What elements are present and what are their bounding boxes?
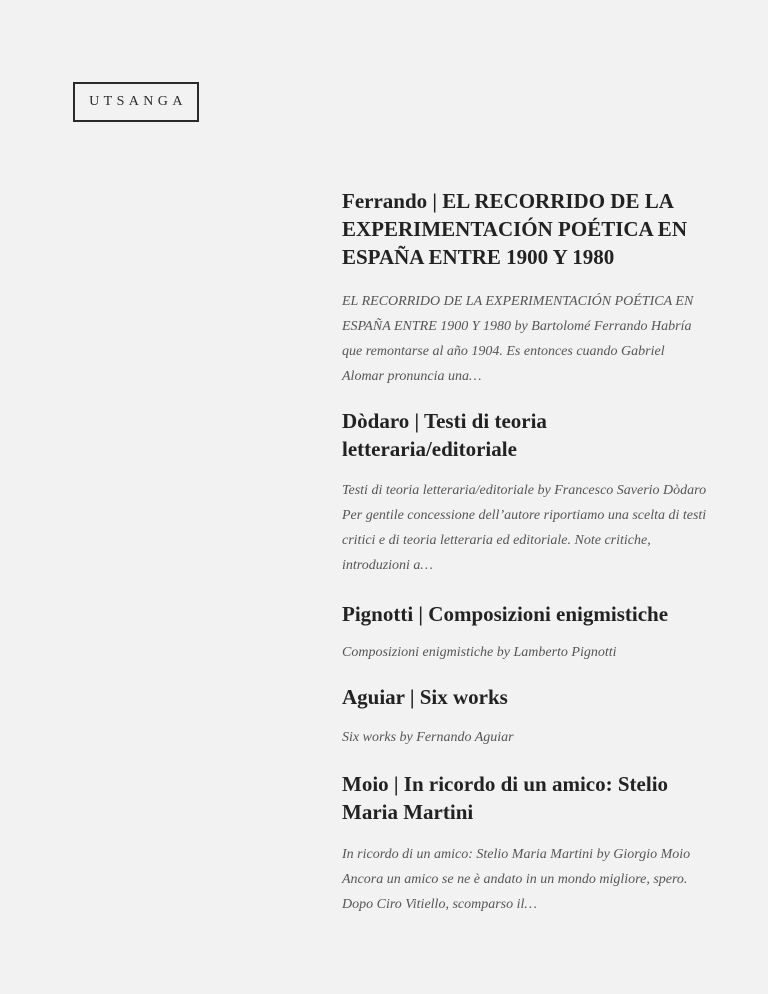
post-title-link[interactable]: Moio | In ricordo di un amico: Stelio Maria Martini xyxy=(342,772,669,824)
post-title-link[interactable]: Aguiar | Six works xyxy=(342,685,508,709)
post-item xyxy=(342,600,708,665)
post-list xyxy=(342,187,708,917)
post-item xyxy=(342,770,708,917)
post-item xyxy=(342,683,708,750)
post-excerpt: Testi di teoria letteraria/editoriale by Francesco Saverio Dòdaro Per gentile concessione dell’autore riportiamo una scelta di testi critici e di teoria letteraria ed editoriale. Note critiche, introduzioni a… xyxy=(342,483,707,573)
post-item xyxy=(342,407,708,578)
post-excerpt: EL RECORRIDO DE LA EXPERIMENTACIÓN POÉTICA EN ESPAÑA ENTRE 1900 Y 1980 by Bartolomé Ferrando Habría que remontarse al año 1904. Es entonces cuando Gabriel Alomar pronuncia una… xyxy=(342,294,694,384)
post-excerpt: Six works by Fernando Aguiar xyxy=(342,730,514,745)
site-logo[interactable]: UTSANGA xyxy=(73,82,199,122)
post-title-link[interactable]: Pignotti | Composizioni enigmistiche xyxy=(342,602,669,626)
post-title-link[interactable]: Ferrando | EL RECORRIDO DE LA EXPERIMENTACIÓN POÉTICA EN ESPAÑA ENTRE 1900 Y 1980 xyxy=(342,189,687,269)
post-excerpt: Composizioni enigmistiche by Lamberto Pignotti xyxy=(342,645,617,660)
post-item xyxy=(342,187,708,389)
post-title-link[interactable]: Dòdaro | Testi di teoria letteraria/editoriale xyxy=(342,409,547,461)
post-excerpt: In ricordo di un amico: Stelio Maria Martini by Giorgio Moio Ancora un amico se ne è andato in un mondo migliore, spero. Dopo Ciro Vitiello, scomparso il… xyxy=(342,847,691,912)
